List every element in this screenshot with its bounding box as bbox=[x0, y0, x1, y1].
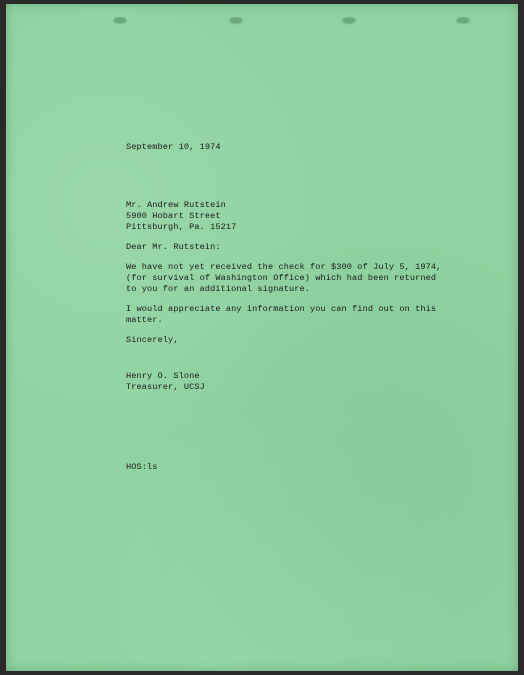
paragraph-line: matter. bbox=[126, 315, 163, 325]
signer-name: Henry O. Slone bbox=[126, 371, 200, 381]
letter-page bbox=[6, 4, 518, 671]
closing: Sincerely, bbox=[126, 335, 179, 345]
signer-title: Treasurer, UCSJ bbox=[126, 382, 205, 392]
salutation: Dear Mr. Rutstein: bbox=[126, 242, 221, 252]
recipient-name: Mr. Andrew Rutstein bbox=[126, 200, 226, 210]
paragraph-line: to you for an additional signature. bbox=[126, 284, 310, 294]
punch-hole bbox=[230, 18, 242, 23]
recipient-street: 5900 Hobart Street bbox=[126, 211, 221, 221]
punch-hole bbox=[114, 18, 126, 23]
letter-date: September 10, 1974 bbox=[126, 142, 221, 152]
punch-hole bbox=[457, 18, 469, 23]
paragraph-line: We have not yet received the check for $300 of July 5, 1974, bbox=[126, 262, 442, 272]
recipient-city: Pittsburgh, Pa. 15217 bbox=[126, 222, 237, 232]
paragraph-line: (for survival of Washington Office) which had been returned bbox=[126, 273, 437, 283]
punch-hole bbox=[343, 18, 355, 23]
paragraph-line: I would appreciate any information you can find out on this bbox=[126, 304, 437, 314]
reference-initials: HOS:ls bbox=[126, 462, 158, 472]
